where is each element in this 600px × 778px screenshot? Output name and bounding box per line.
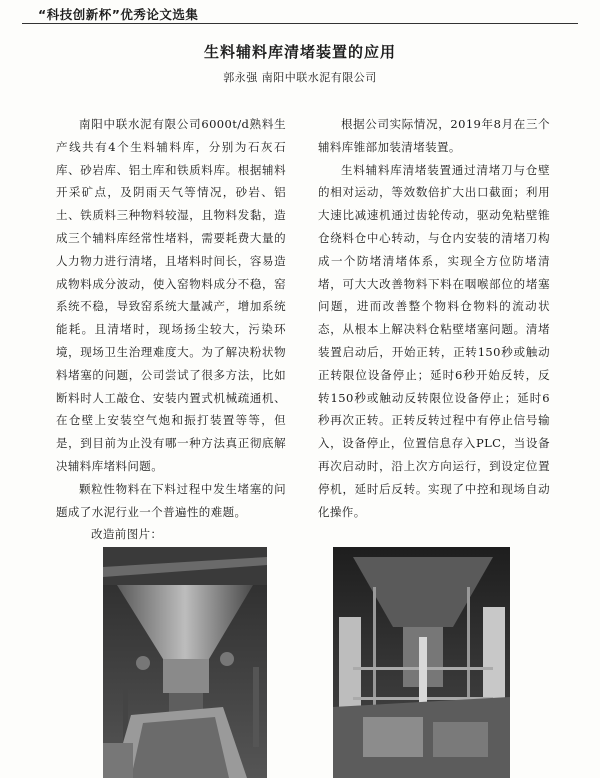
journal-header: “科技创新杯”优秀论文选集 xyxy=(38,7,199,22)
body-paragraph: 颗粒性物料在下料过程中发生堵塞的问题成了水泥行业一个普遍性的难题。 xyxy=(56,481,286,519)
right-column xyxy=(318,113,550,523)
body-paragraph: 南阳中联水泥有限公司6000t/d熟料生产线共有4个生料辅料库，分别为石灰石库、砂岩库、铝土库和铁质料库。根据辅料开采矿点，及阴雨天气等情况，砂岩、铝土、铁质料三种物料较湿，且物料发黏，造成三个辅料库经常性堵料，需要耗费大量的人力物力进行清堵，且堵料时间长，容易造成物料成分波动，使入窑物料成分不稳，窑系统不稳，导致窑系统大量减产，增加系统能耗。且清堵时，现场扬尘较大，污染环境，现场卫生治理难度大。为了解决粉状物料堵塞的问题，公司尝试了很多方法，比如断料时人工敲仓、安装内置式机械疏通机、在仓壁上安装空气炮和振打装置等等，但是，到目前为止没有哪一种方法真正彻底解决辅料库堵料问题。 xyxy=(56,117,286,473)
before-photo-silo-structure xyxy=(333,547,510,778)
article-title: 生料辅料库清堵装置的应用 xyxy=(203,43,396,61)
body-paragraph: 根据公司实际情况，2019年8月在三个辅料库锥部加装清堵装置。 xyxy=(318,117,550,154)
author-line: 郭永强 南阳中联水泥有限公司 xyxy=(223,71,377,84)
before-photo-silo-cone xyxy=(103,547,267,778)
figure-caption: 改造前图片： xyxy=(91,527,163,541)
header-divider xyxy=(22,23,578,24)
left-column xyxy=(56,113,286,523)
body-paragraph: 生料辅料库清堵装置通过清堵刀与仓壁的相对运动，等效数倍扩大出口截面；利用大速比减速机通过齿轮传动，驱动免粘壁锥仓绕料仓中心转动，与仓内安装的清堵刀构成一个防堵清堵体系，实现全方位防堵清堵，可大大改善物料下料在咽喉部位的堵塞问题，进而改善整个物料仓物料的流动状态，从根本上解决料仓粘壁堵塞问题。清堵装置启动后，开始正转，正转150秒或触动正转限位设备停止；延时6秒开始反转，反转150秒或触动反转限位设备停止；延时6秒再次正转。正转反转过程中有停止信号输入，设备停止，位置信息存入PLC，当设备再次启动时，沿上次方向运行，到设定位置停机，延时后反转。实现了中控和现场自动化操作。 xyxy=(318,162,550,519)
